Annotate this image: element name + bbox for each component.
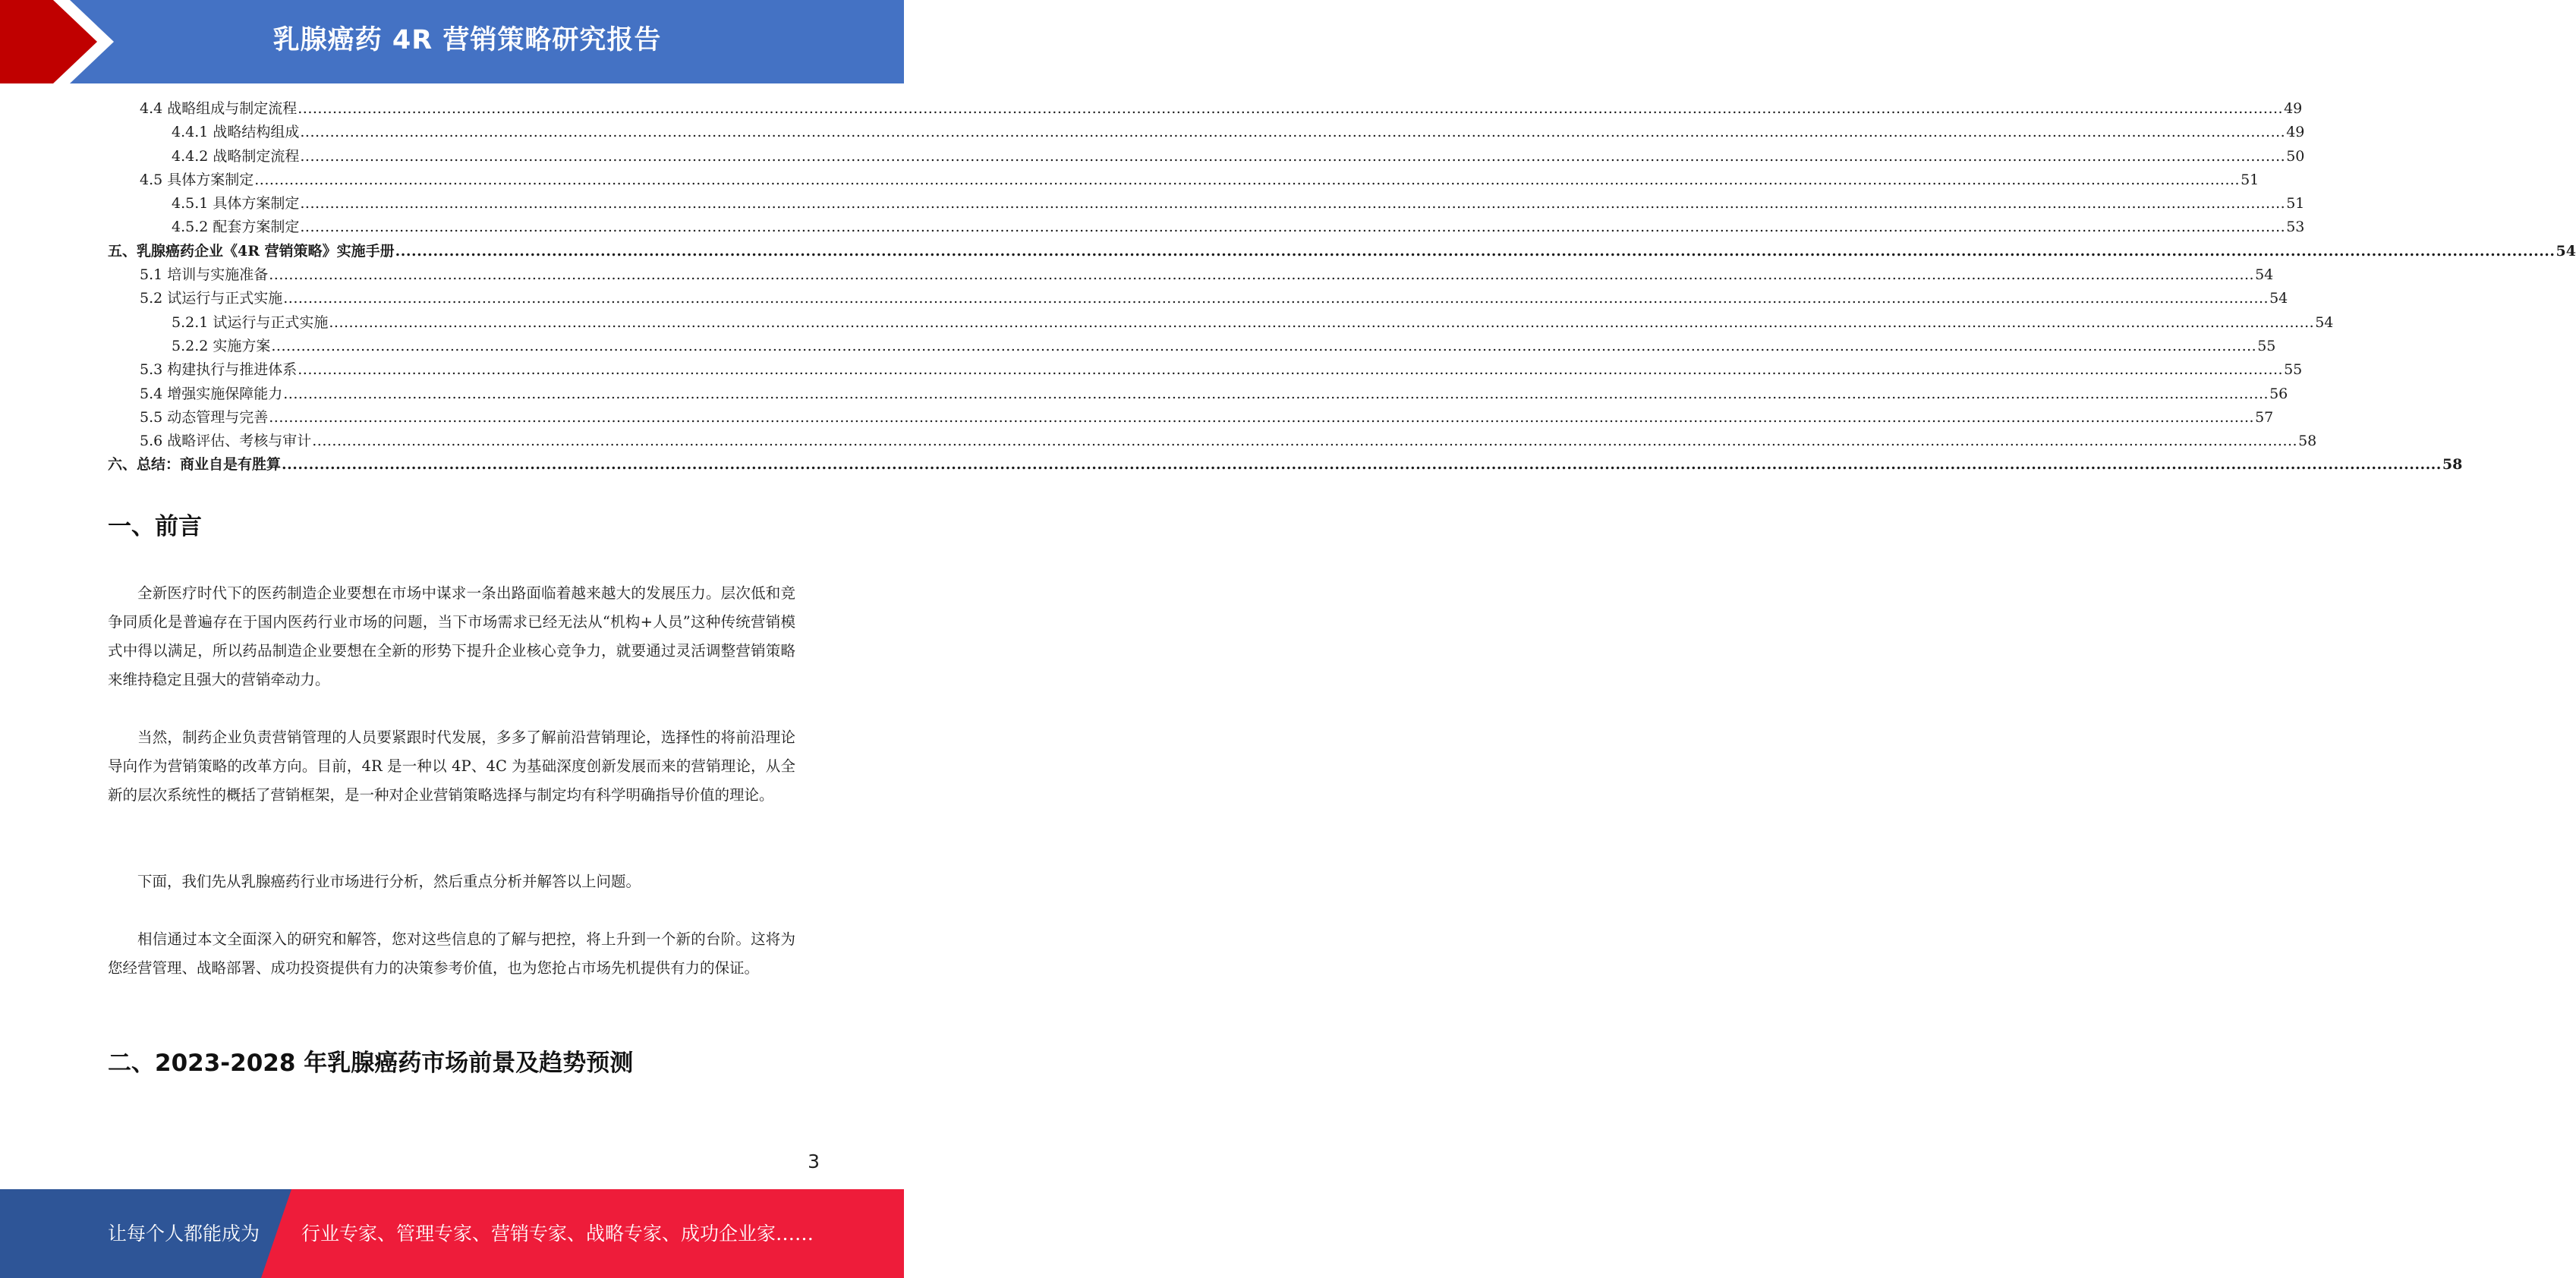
toc-entry-page: 58: [2298, 433, 2317, 450]
section-heading-preface: 一、前言: [108, 513, 202, 540]
toc-entry-page: 51: [2241, 171, 2260, 188]
page-header-banner: [0, 0, 904, 83]
toc-dot-leader: ................................................................................................................................................................................................................................................................................................................................................................................................................: [329, 313, 2315, 331]
toc-entry-title: 5.6 战略评估、考核与审计: [140, 433, 312, 450]
toc-dot-leader: ................................................................................................................................................................................................................................................................................................................................................................................................................: [283, 290, 2269, 307]
toc-entry[interactable]: [108, 430, 2317, 453]
toc-entry-title: 六、总结：商业自是有胜算: [108, 456, 282, 474]
toc-entry-title: 4.5.2 配套方案制定: [172, 219, 300, 236]
toc-entry[interactable]: [108, 311, 2334, 335]
toc-entry-page: 54: [2315, 313, 2334, 331]
toc-entry[interactable]: [108, 121, 2305, 144]
toc-dot-leader: ................................................................................................................................................................................................................................................................................................................................................................................................................: [300, 219, 2286, 236]
toc-entry-page: 56: [2269, 385, 2288, 402]
toc-entry-title: 4.4.2 战略制定流程: [172, 147, 300, 165]
toc-dot-leader: ................................................................................................................................................................................................................................................................................................................................................................................................................: [271, 337, 2257, 354]
toc-entry-title: 5.2.1 试运行与正式实施: [172, 313, 329, 331]
toc-entry[interactable]: [108, 240, 2576, 263]
toc-entry[interactable]: [108, 263, 2274, 287]
toc-dot-leader: ................................................................................................................................................................................................................................................................................................................................................................................................................: [395, 242, 2556, 260]
toc-entry-page: 54: [2255, 266, 2274, 284]
toc-entry-title: 5.1 培训与实施准备: [140, 266, 269, 284]
toc-dot-leader: ................................................................................................................................................................................................................................................................................................................................................................................................................: [300, 147, 2286, 165]
toc-entry-page: 51: [2286, 195, 2305, 212]
toc-dot-leader: ................................................................................................................................................................................................................................................................................................................................................................................................................: [269, 266, 2255, 284]
toc-dot-leader: ................................................................................................................................................................................................................................................................................................................................................................................................................: [300, 195, 2286, 212]
page-footer-banner: [0, 1189, 904, 1278]
preface-paragraph-3: 下面，我们先从乳腺癌药行业市场进行分析，然后重点分析并解答以上问题。: [137, 873, 641, 890]
toc-dot-leader: ................................................................................................................................................................................................................................................................................................................................................................................................................: [283, 385, 2269, 402]
toc-entry-page: 49: [2286, 124, 2305, 141]
toc-entry[interactable]: [108, 97, 2303, 121]
toc-entry[interactable]: [108, 216, 2305, 239]
table-of-contents: [108, 97, 2576, 477]
toc-dot-leader: ................................................................................................................................................................................................................................................................................................................................................................................................................: [269, 408, 2255, 426]
toc-entry-title: 5.4 增强实施保障能力: [140, 385, 283, 402]
toc-entry[interactable]: [108, 382, 2288, 406]
page-number: 3: [808, 1151, 820, 1173]
toc-dot-leader: ................................................................................................................................................................................................................................................................................................................................................................................................................: [282, 456, 2442, 474]
toc-entry-page: 49: [2284, 100, 2303, 117]
toc-dot-leader: ................................................................................................................................................................................................................................................................................................................................................................................................................: [312, 433, 2298, 450]
toc-entry-title: 4.4 战略组成与制定流程: [140, 100, 298, 117]
toc-entry[interactable]: [108, 453, 2463, 477]
report-title: 乳腺癌药 4R 营销策略研究报告: [272, 25, 662, 55]
toc-entry-page: 54: [2269, 290, 2288, 307]
toc-entry-title: 4.4.1 战略结构组成: [172, 124, 300, 141]
preface-paragraph-2: 当然，制药企业负责营销管理的人员要紧跟时代发展，多多了解前沿营销理论，选择性的将前沿理论导向作为营销策略的改革方向。目前，4R 是一种以 4P、4C 为基础深度创新发展而来的营销理论，从全新的层次系统性的概括了营销框架，是一种对企业营销策略选择与制定均有科学明确指导价值的理论。: [108, 729, 795, 804]
toc-entry[interactable]: [108, 335, 2276, 358]
toc-entry-page: 53: [2286, 219, 2305, 236]
toc-entry[interactable]: [108, 145, 2305, 168]
toc-dot-leader: ................................................................................................................................................................................................................................................................................................................................................................................................................: [298, 361, 2284, 379]
toc-entry-title: 5.2.2 实施方案: [172, 337, 271, 354]
toc-entry[interactable]: [108, 358, 2303, 382]
toc-dot-leader: ................................................................................................................................................................................................................................................................................................................................................................................................................: [300, 124, 2286, 141]
toc-entry-title: 5.2 试运行与正式实施: [140, 290, 283, 307]
toc-dot-leader: ................................................................................................................................................................................................................................................................................................................................................................................................................: [254, 171, 2241, 188]
footer-slogan-right: 行业专家、管理专家、营销专家、战略专家、成功企业家……: [301, 1223, 814, 1245]
toc-entry-title: 5.3 构建执行与推进体系: [140, 361, 298, 379]
preface-paragraph-4: 相信通过本文全面深入的研究和解答，您对这些信息的了解与把控，将上升到一个新的台阶。这将为您经营管理、战略部署、成功投资提供有力的决策参考价值，也为您抢占市场先机提供有力的保证。: [108, 930, 795, 977]
toc-entry-page: 57: [2255, 408, 2274, 426]
toc-entry-page: 55: [2257, 337, 2276, 354]
toc-entry-page: 54: [2556, 242, 2576, 260]
toc-dot-leader: ................................................................................................................................................................................................................................................................................................................................................................................................................: [298, 100, 2284, 117]
preface-paragraph-1: 全新医疗时代下的医药制造企业要想在市场中谋求一条出路面临着越来越大的发展压力。层次低和竞争同质化是普遍存在于国内医药行业市场的问题，当下市场需求已经无法从“机构+人员”这种传统营销模式中得以满足，所以药品制造企业要想在全新的形势下提升企业核心竞争力，就要通过灵活调整营销策略来维持稳定且强大的营销牵动力。: [108, 584, 795, 688]
toc-entry-title: 4.5 具体方案制定: [140, 171, 254, 188]
toc-entry-title: 5.5 动态管理与完善: [140, 408, 269, 426]
toc-entry[interactable]: [108, 168, 2260, 192]
toc-entry[interactable]: [108, 287, 2288, 310]
footer-slogan-left: 让每个人都能成为: [108, 1223, 260, 1245]
toc-entry-page: 55: [2284, 361, 2303, 379]
toc-entry-title: 4.5.1 具体方案制定: [172, 195, 300, 212]
toc-entry[interactable]: [108, 406, 2274, 430]
section-heading-market-forecast: 二、2023-2028 年乳腺癌药市场前景及趋势预测: [108, 1050, 634, 1077]
toc-entry[interactable]: [108, 192, 2305, 216]
toc-entry-page: 58: [2442, 456, 2463, 474]
toc-entry-page: 50: [2286, 147, 2305, 165]
toc-entry-title: 五、乳腺癌药企业《4R 营销策略》实施手册: [108, 242, 395, 260]
